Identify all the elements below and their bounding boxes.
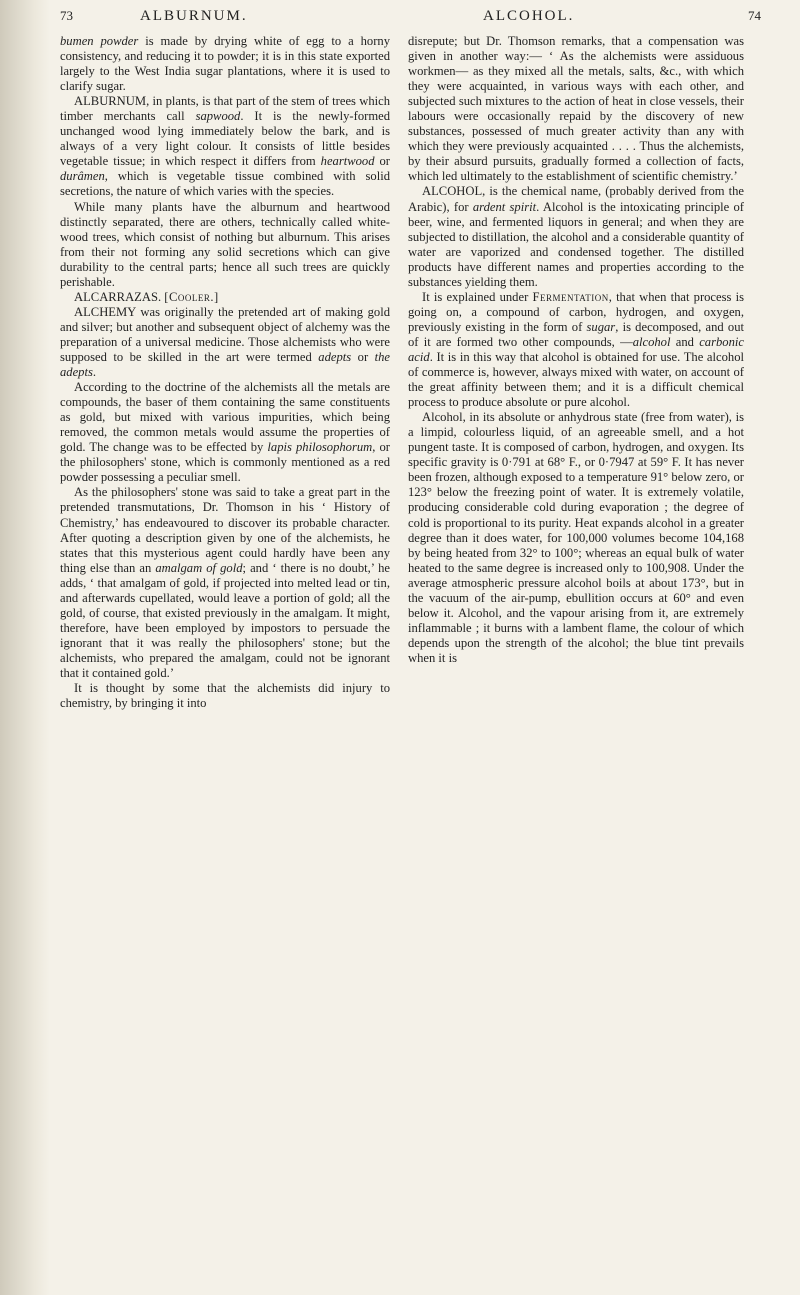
paragraph-text: or [351, 349, 375, 364]
italic-term: adepts [318, 349, 352, 364]
paragraph-text: It is explained under [422, 289, 533, 304]
right-text-column [408, 34, 744, 1289]
cross-reference: Fermentation [532, 289, 609, 304]
italic-term: ardent spirit [472, 199, 537, 214]
paragraph-text: . [92, 365, 97, 380]
cross-reference: [Cooler.] [164, 289, 219, 304]
paragraph-text: . Alcohol is the intoxicating principle of beer, wine, and fermented liquors in general; and when they are subjected to distillation, the alcohol and a considerable quantity of water are vaporized and condensed together. The distilled products have different names and properties according to the substances yielding them. [408, 199, 744, 289]
left-page-number: 73 [60, 8, 73, 23]
page-gutter-shadow [0, 0, 50, 1295]
paragraph-absolute-alcohol: Alcohol, in its absolute or anhydrous state (free from water), is a limpid, colourless liquid, of an agreeable smell, and a hot pungent taste. It is composed of carbon, hydrogen, and oxygen. Its specific gravity is 0·791 at 68° F., or 0·7947 at 59° F. It has never been frozen, although exposed to a temperature 91° below zero, or 123° below the freezing point of water. It is extremely volatile, producing considerable cold during evaporation ; the degree of cold is proportional to its purity. Heat expands alcohol in a greater degree than it does water, for 100,000 volumes become 104,168 by being heated from 32° to 100°; whereas an equal bulk of water heated to the same degree is increased only to 100,908. Under the average atmospheric pressure alcohol boils at about 173°, but in the vacuum of the air-pump, ebullition occurs at 60° and even below it. Alcohol, and the vapour arising from it, are extremely inflammable ; it burns with a lambent flame, the colour of which depends upon the strength of the alcohol; the blue tint prevails when it is [408, 410, 744, 665]
paragraph-philosophers-stone [60, 485, 390, 681]
paragraph-text: . It is in this way that alcohol is obtained for use. The alcohol of commerce is, however, always mixed with water, on account of the great affinity between them; and it is a difficult chemical process to produce absolute or pure alcohol. [408, 349, 744, 410]
paragraph-text: ; and ‘ there is no doubt,’ he adds, ‘ that amalgam of gold, if projected into melted lead or tin, and afterwards cupellated, would leave a portion of gold; all the gold, of course, that existed previously in the amalgam. It might, therefore, have been employed by impostors to persuade the ignorant that it was really the philosophers' stone; but the alchemists, who prepared the amalgam, could not be ignorant that it contained gold.’ [60, 560, 390, 680]
paragraph-heartwood: While many plants have the alburnum and heartwood distinctly separated, there are others, technically called white-wood trees, which consist of nothing but alburnum. This arises from their not forming any solid secretions which can give durability to the central parts; hence all such trees are quickly perishable. [60, 199, 390, 289]
paragraph-text: and [670, 334, 700, 349]
italic-term: the adepts [60, 349, 390, 380]
italic-term: bumen powder [60, 34, 139, 48]
paragraph-text: As the philosophers' stone was said to take a great part in the pretended transmutations, Dr. Thomson in his ‘ History of Chemistry,’ has endeavoured to discover its probable character. After quoting a description given by one of the alchemists, he states that this mysterious agent could hardly have been any thing else than an [60, 485, 390, 575]
paragraph-alchemy-injury: It is thought by some that the alchemists did injury to chemistry, by bringing it into [60, 681, 390, 711]
paragraph-albumen-powder [60, 34, 390, 94]
left-running-title: ALBURNUM. [140, 8, 248, 24]
entry-headword: ALCHEMY [74, 304, 136, 319]
entry-headword: ALCARRAZAS. [74, 289, 162, 304]
entry-headword: ALCOHOL [422, 184, 483, 199]
entry-headword: ALBURNUM [74, 94, 147, 109]
entry-alcohol [408, 184, 744, 289]
paragraph-text: was originally the pretended art of making gold and silver; but another and subsequent object of alchemy was the preparation of a universal medicine. Those alchemists who were supposed to be skilled in the art were termed [60, 304, 390, 364]
paragraph-alchemist-doctrine [60, 380, 390, 485]
italic-term: heartwood [320, 154, 375, 169]
paragraph-text: is made by drying white of egg to a horny consistency, and reducing it to powder; it is in this state exported largely to the West India sugar plantations, where it is used to clarify sugar. [60, 34, 390, 94]
paragraph-text: According to the doctrine of the alchemists all the metals are compounds, the baser of them containing the same constituents as gold, but mixed with various impurities, which being removed, the common metals would assume the properties of gold. The change was to be effected by [60, 380, 390, 455]
right-running-title: ALCOHOL. [483, 8, 575, 24]
entry-alburnum [60, 94, 390, 199]
italic-term: amalgam of gold [155, 560, 243, 575]
paragraph-fermentation [408, 290, 744, 410]
paragraph-text: , is the chemical name, (probably derived from the Arabic), for [408, 184, 744, 214]
paragraph-text: or [374, 154, 390, 169]
entry-alcarrazas [60, 290, 390, 305]
italic-term: sapwood [195, 109, 241, 124]
running-header [0, 8, 800, 30]
paragraph-text: , is decomposed, and out of it are formed two other compounds, — [408, 319, 744, 349]
paragraph-text: , that when that process is going on, a compound of carbon, hydrogen, and oxygen, previously existing in the form of [408, 289, 744, 334]
entry-alchemy [60, 305, 390, 380]
paragraph-thomson-remarks: disrepute; but Dr. Thomson remarks, that a compensation was given in another way:— ‘ As the alchemists were assiduous workmen— as they mixed all the metals, salts, &c., with which they were acquainted, in various ways with each other, and subjected such mixtures to the action of heat in close vessels, their labours were occasionally repaid by the discovery of new substances, possessed of much greater activity than any with which they were previously acquainted . . . . Thus the alchemists, by their absurd pursuits, gradually formed a collection of facts, which led ultimately to the establishment of scientific chemistry.’ [408, 34, 744, 184]
italic-term: lapis philosophorum [267, 440, 373, 455]
left-text-column [60, 34, 390, 1289]
italic-term: sugar [586, 319, 616, 334]
paragraph-text: , or the philosophers' stone, which is commonly mentioned as a red powder possessing a peculiar smell. [60, 440, 390, 485]
italic-term: carbonic acid [408, 334, 744, 364]
paragraph-text: , in plants, is that part of the stem of trees which timber merchants call [60, 94, 390, 124]
italic-term: durâmen [60, 169, 105, 184]
right-page-number: 74 [748, 8, 761, 23]
italic-term: alcohol [632, 334, 671, 349]
paragraph-text: , which is vegetable tissue combined with solid secretions, the nature of which varies with the species. [60, 169, 390, 199]
paragraph-text: . It is the newly-formed unchanged wood lying immediately below the bark, and is always of a very light colour. It consists of little besides vegetable tissue; in which respect it differs from [60, 109, 390, 169]
